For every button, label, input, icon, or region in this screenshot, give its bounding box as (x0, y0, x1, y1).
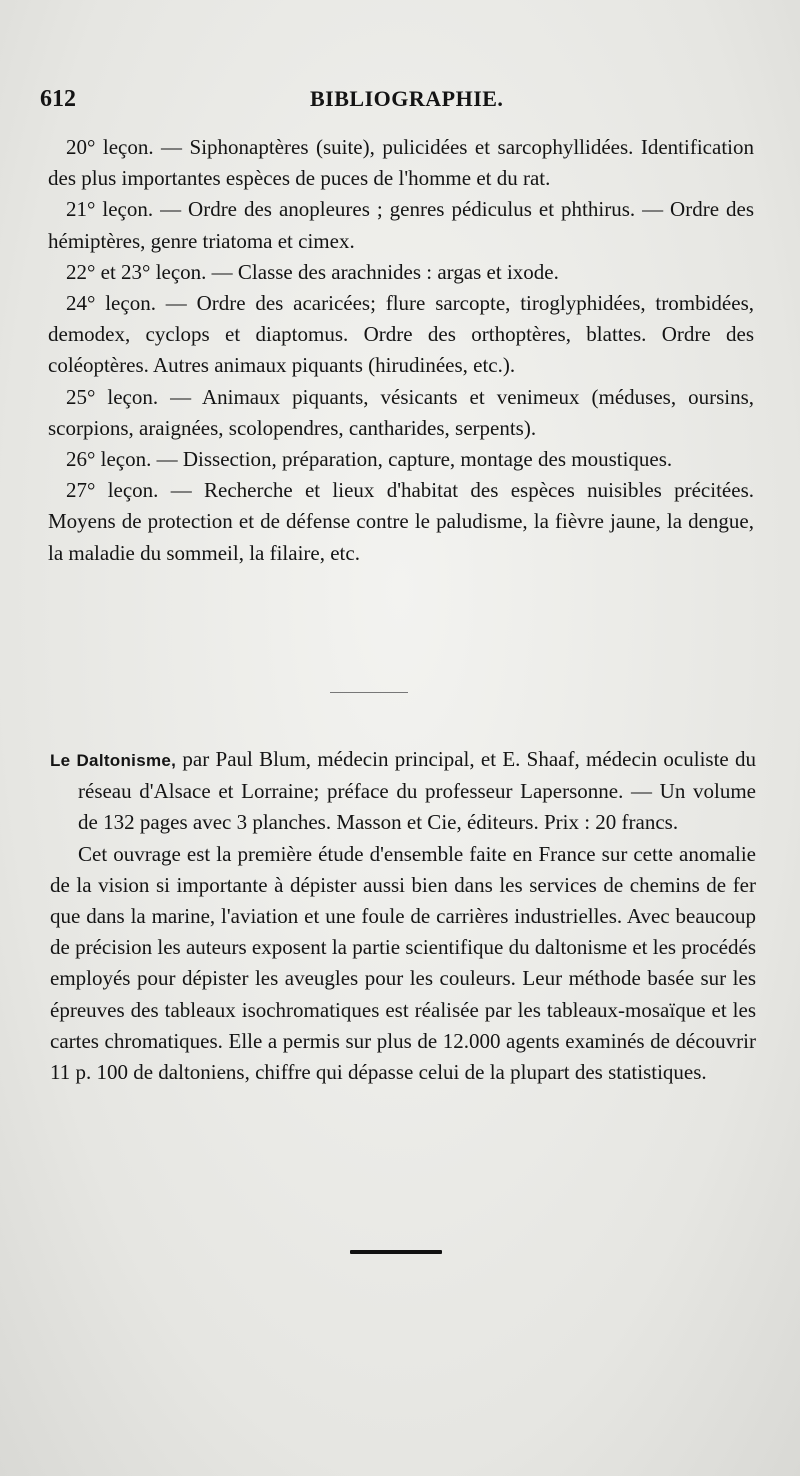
lecon-item: 26° leçon. — Dissection, préparation, capture, montage des moustiques. (66, 447, 673, 472)
running-title: BIBLIOGRAPHIE. (310, 86, 504, 111)
lecon-item: 22° et 23° leçon. — Classe des arachnides : argas et ixode. (66, 259, 559, 284)
section-divider (330, 692, 408, 693)
lecon-item: 25° leçon. — Animaux piquants, vésicants et venimeux (méduses, oursins, scorpions, araignées, scolopendres, cantharides, serpents). (48, 384, 754, 440)
review-citation (50, 744, 756, 839)
lecon-item: 20° leçon. — Siphonaptères (suite), pulicidées et sarcophyllidées. Identification des plus importantes espèces de puces de l'homme et du rat. (48, 135, 754, 191)
lecon-item: 21° leçon. — Ordre des anopleures ; genres pédiculus et phthirus. — Ordre des hémiptères, genre triatoma et cimex. (48, 197, 754, 253)
lecon-list (48, 132, 754, 569)
page-number: 612 (40, 86, 76, 112)
page-header (40, 86, 760, 116)
lecon-item: 27° leçon. — Recherche et lieux d'habitat des espèces nuisibles précitées. Moyens de protection et de défense contre le paludisme, la fièvre jaune, la dengue, la maladie du sommeil, la filaire, etc. (48, 478, 754, 565)
book-review (50, 744, 756, 1088)
review-body: Cet ouvrage est la première étude d'ensemble faite en France sur cette anomalie de la vision si importante à dépister aussi bien dans les services de chemins de fer que dans la marine, l'aviation et une foule de carrières industrielles. Avec beaucoup de précision les auteurs exposent la partie scientifique du daltonisme et les procédés employés pour dépister les aveugles pour les couleurs. Leur méthode basée sur les épreuves des tableaux isochromatiques est réalisée par les tableaux-mosaïque et les cartes chromatiques. Elle a permis sur plus de 12.000 agents examinés de découvrir 11 p. 100 de daltoniens, chiffre qui dépasse celui de la plupart des statistiques. (50, 841, 756, 1085)
end-rule (350, 1250, 442, 1254)
review-title: Le Daltonisme, (50, 751, 177, 770)
review-citation-text: par Paul Blum, médecin principal, et E. Shaaf, médecin oculiste du réseau d'Alsace et Lorraine; préface du professeur Lapersonne. — Un volume de 132 pages avec 3 planches. Masson et Cie, éditeurs. Prix : 20 francs. (78, 747, 757, 835)
lecon-item: 24° leçon. — Ordre des acaricées; flure sarcopte, tiroglyphidées, trombidées, demodex, cyclops et diaptomus. Ordre des orthoptères, blattes. Ordre des coléoptères. Autres animaux piquants (hirudinées, etc.). (48, 291, 754, 378)
